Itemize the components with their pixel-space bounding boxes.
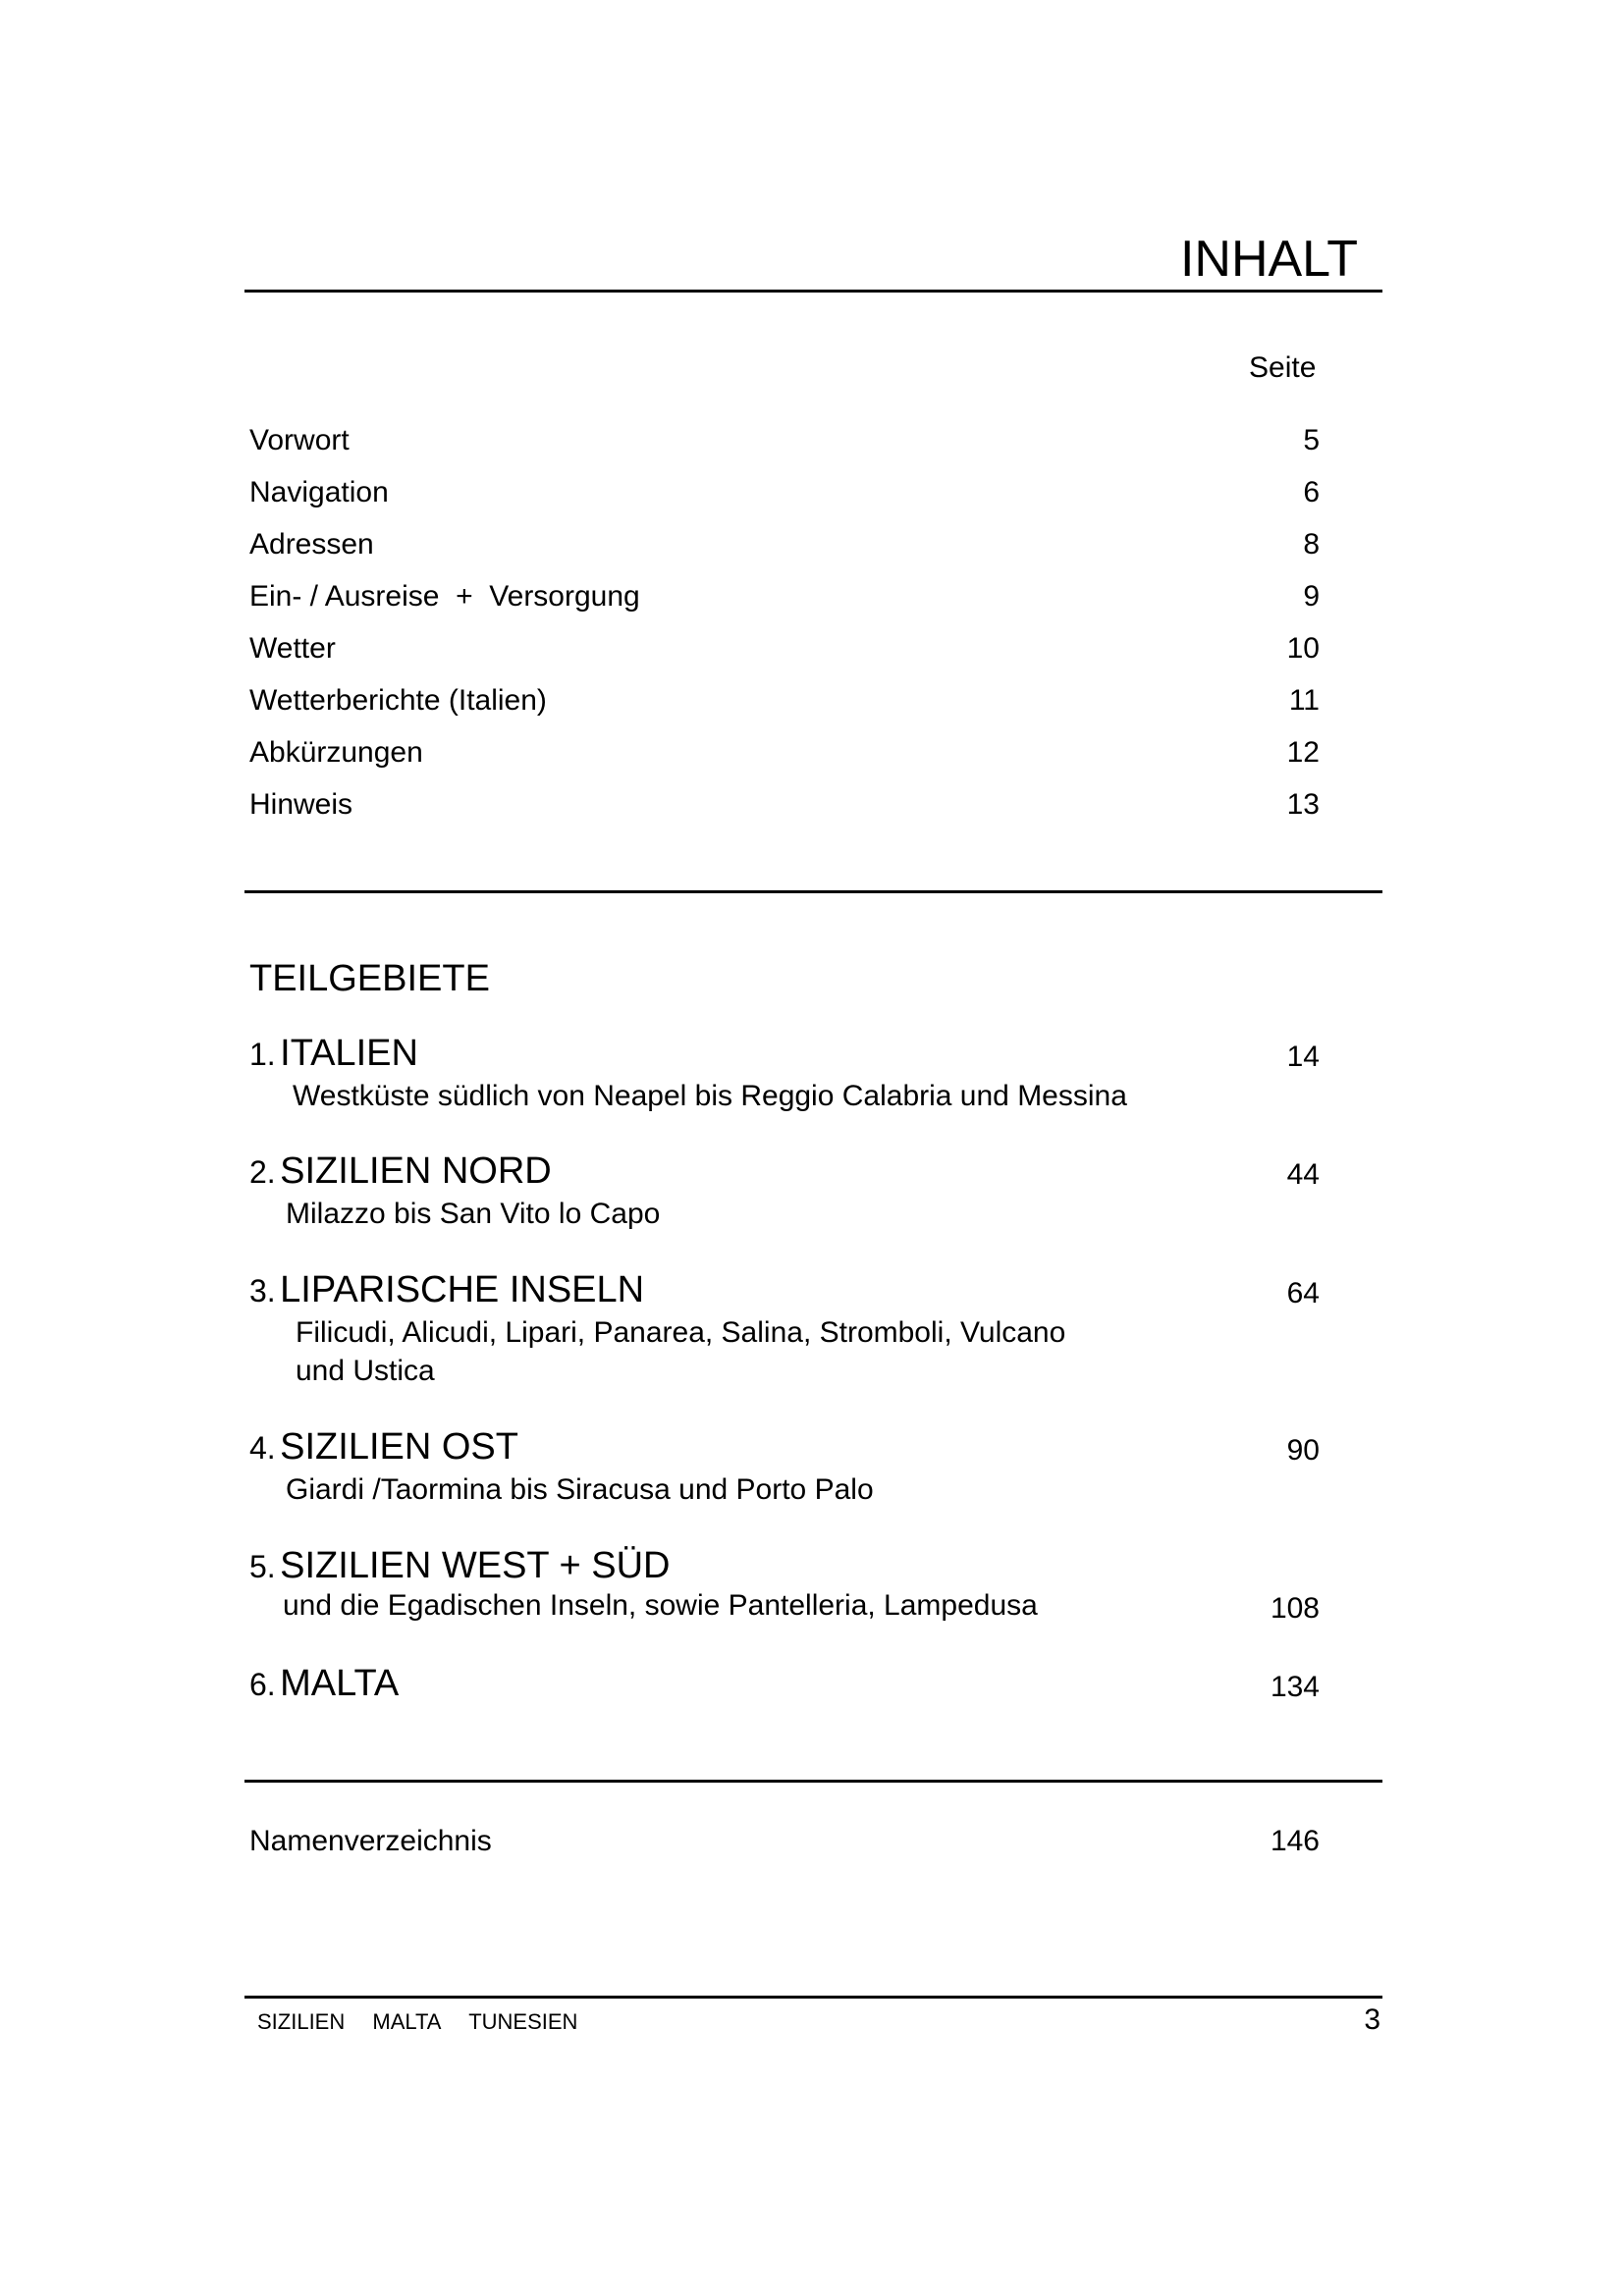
area-name: SIZILIEN OST (280, 1426, 518, 1468)
footer-page-number: 3 (1364, 2003, 1380, 2036)
toc-item-label: Ein- / Ausreise + Versorgung (249, 580, 640, 613)
toc-item-page: 13 (1286, 788, 1320, 821)
toc-item-label: Navigation (249, 476, 389, 508)
area-number: 2. (249, 1154, 276, 1190)
toc-item-wetterberichte (249, 686, 1320, 725)
area-description-line: und Ustica (296, 1355, 435, 1387)
toc-item-label: Abkürzungen (249, 736, 423, 769)
area-page: 134 (1270, 1671, 1320, 1703)
area-description-line: Filicudi, Alicudi, Lipari, Panarea, Salina, Stromboli, Vulcano (296, 1316, 1066, 1349)
footer-keyword: SIZILIEN (257, 2009, 346, 2034)
area-heading (249, 1428, 518, 1466)
toc-item-label: Hinweis (249, 788, 353, 821)
area-number: 5. (249, 1549, 276, 1584)
toc-item-page: 5 (1303, 424, 1320, 456)
area-description (286, 1195, 660, 1233)
toc-item-label: Adressen (249, 528, 374, 561)
area-page: 14 (1286, 1041, 1320, 1073)
area-page: 90 (1286, 1434, 1320, 1467)
area-number: 4. (249, 1430, 276, 1466)
section-heading: TEILGEBIETE (249, 958, 490, 999)
area-heading (249, 1035, 418, 1072)
index-entry-label: Namenverzeichnis (249, 1825, 492, 1857)
footer-keyword: MALTA (372, 2009, 442, 2034)
area-description-line: Giardi /Taormina bis Siracusa und Porto Palo (286, 1473, 874, 1506)
area-heading (249, 1665, 399, 1702)
area-name: LIPARISCHE INSELN (280, 1269, 645, 1310)
area-description (286, 1470, 874, 1509)
area-number: 6. (249, 1667, 276, 1702)
page-column-label: Seite (1249, 351, 1317, 384)
area-name: SIZILIEN WEST + SÜD (280, 1545, 671, 1586)
toc-item-label: Wetterberichte (Italien) (249, 684, 547, 717)
area-description (296, 1313, 1065, 1390)
index-divider (244, 1780, 1382, 1783)
area-number: 3. (249, 1273, 276, 1308)
toc-item-label: Wetter (249, 632, 336, 665)
index-entry-page: 146 (1270, 1825, 1320, 1857)
toc-item-hinweis (249, 790, 1320, 829)
area-heading (249, 1547, 670, 1584)
area-heading (249, 1152, 552, 1190)
toc-item-page: 10 (1286, 632, 1320, 665)
area-description-line: Milazzo bis San Vito lo Capo (286, 1198, 661, 1230)
footer-keywords (257, 2011, 599, 2033)
toc-item-page: 12 (1286, 736, 1320, 769)
toc-item-label: Vorwort (249, 424, 350, 456)
area-description-line: und die Egadischen Inseln, sowie Pantelleria, Lampedusa (283, 1589, 1038, 1622)
footer-keyword: TUNESIEN (468, 2009, 578, 2034)
footer-rule (244, 1996, 1382, 1999)
section-divider (244, 890, 1382, 893)
area-page: 64 (1286, 1277, 1320, 1309)
toc-item-page: 6 (1303, 476, 1320, 508)
toc-item-wetter (249, 634, 1320, 673)
toc-item-abkuerzungen (249, 738, 1320, 777)
area-name: ITALIEN (280, 1033, 418, 1074)
area-number: 1. (249, 1037, 276, 1072)
area-description (283, 1586, 1038, 1625)
index-entry (249, 1827, 1320, 1866)
toc-item-adressen (249, 530, 1320, 569)
toc-item-page: 11 (1288, 684, 1320, 717)
title-rule (244, 290, 1382, 293)
page-title: INHALT (1179, 231, 1358, 288)
area-page: 108 (1270, 1592, 1320, 1625)
area-description (293, 1077, 1127, 1115)
area-name: MALTA (280, 1663, 400, 1704)
toc-item-vorwort (249, 426, 1320, 465)
toc-item-ein-ausreise (249, 582, 1320, 621)
area-name: SIZILIEN NORD (280, 1150, 552, 1192)
toc-item-page: 8 (1303, 528, 1320, 561)
toc-item-page: 9 (1303, 580, 1320, 613)
area-page: 44 (1286, 1158, 1320, 1191)
toc-item-navigation (249, 478, 1320, 517)
area-description-line: Westküste südlich von Neapel bis Reggio Calabria und Messina (293, 1080, 1127, 1112)
area-heading (249, 1271, 644, 1308)
